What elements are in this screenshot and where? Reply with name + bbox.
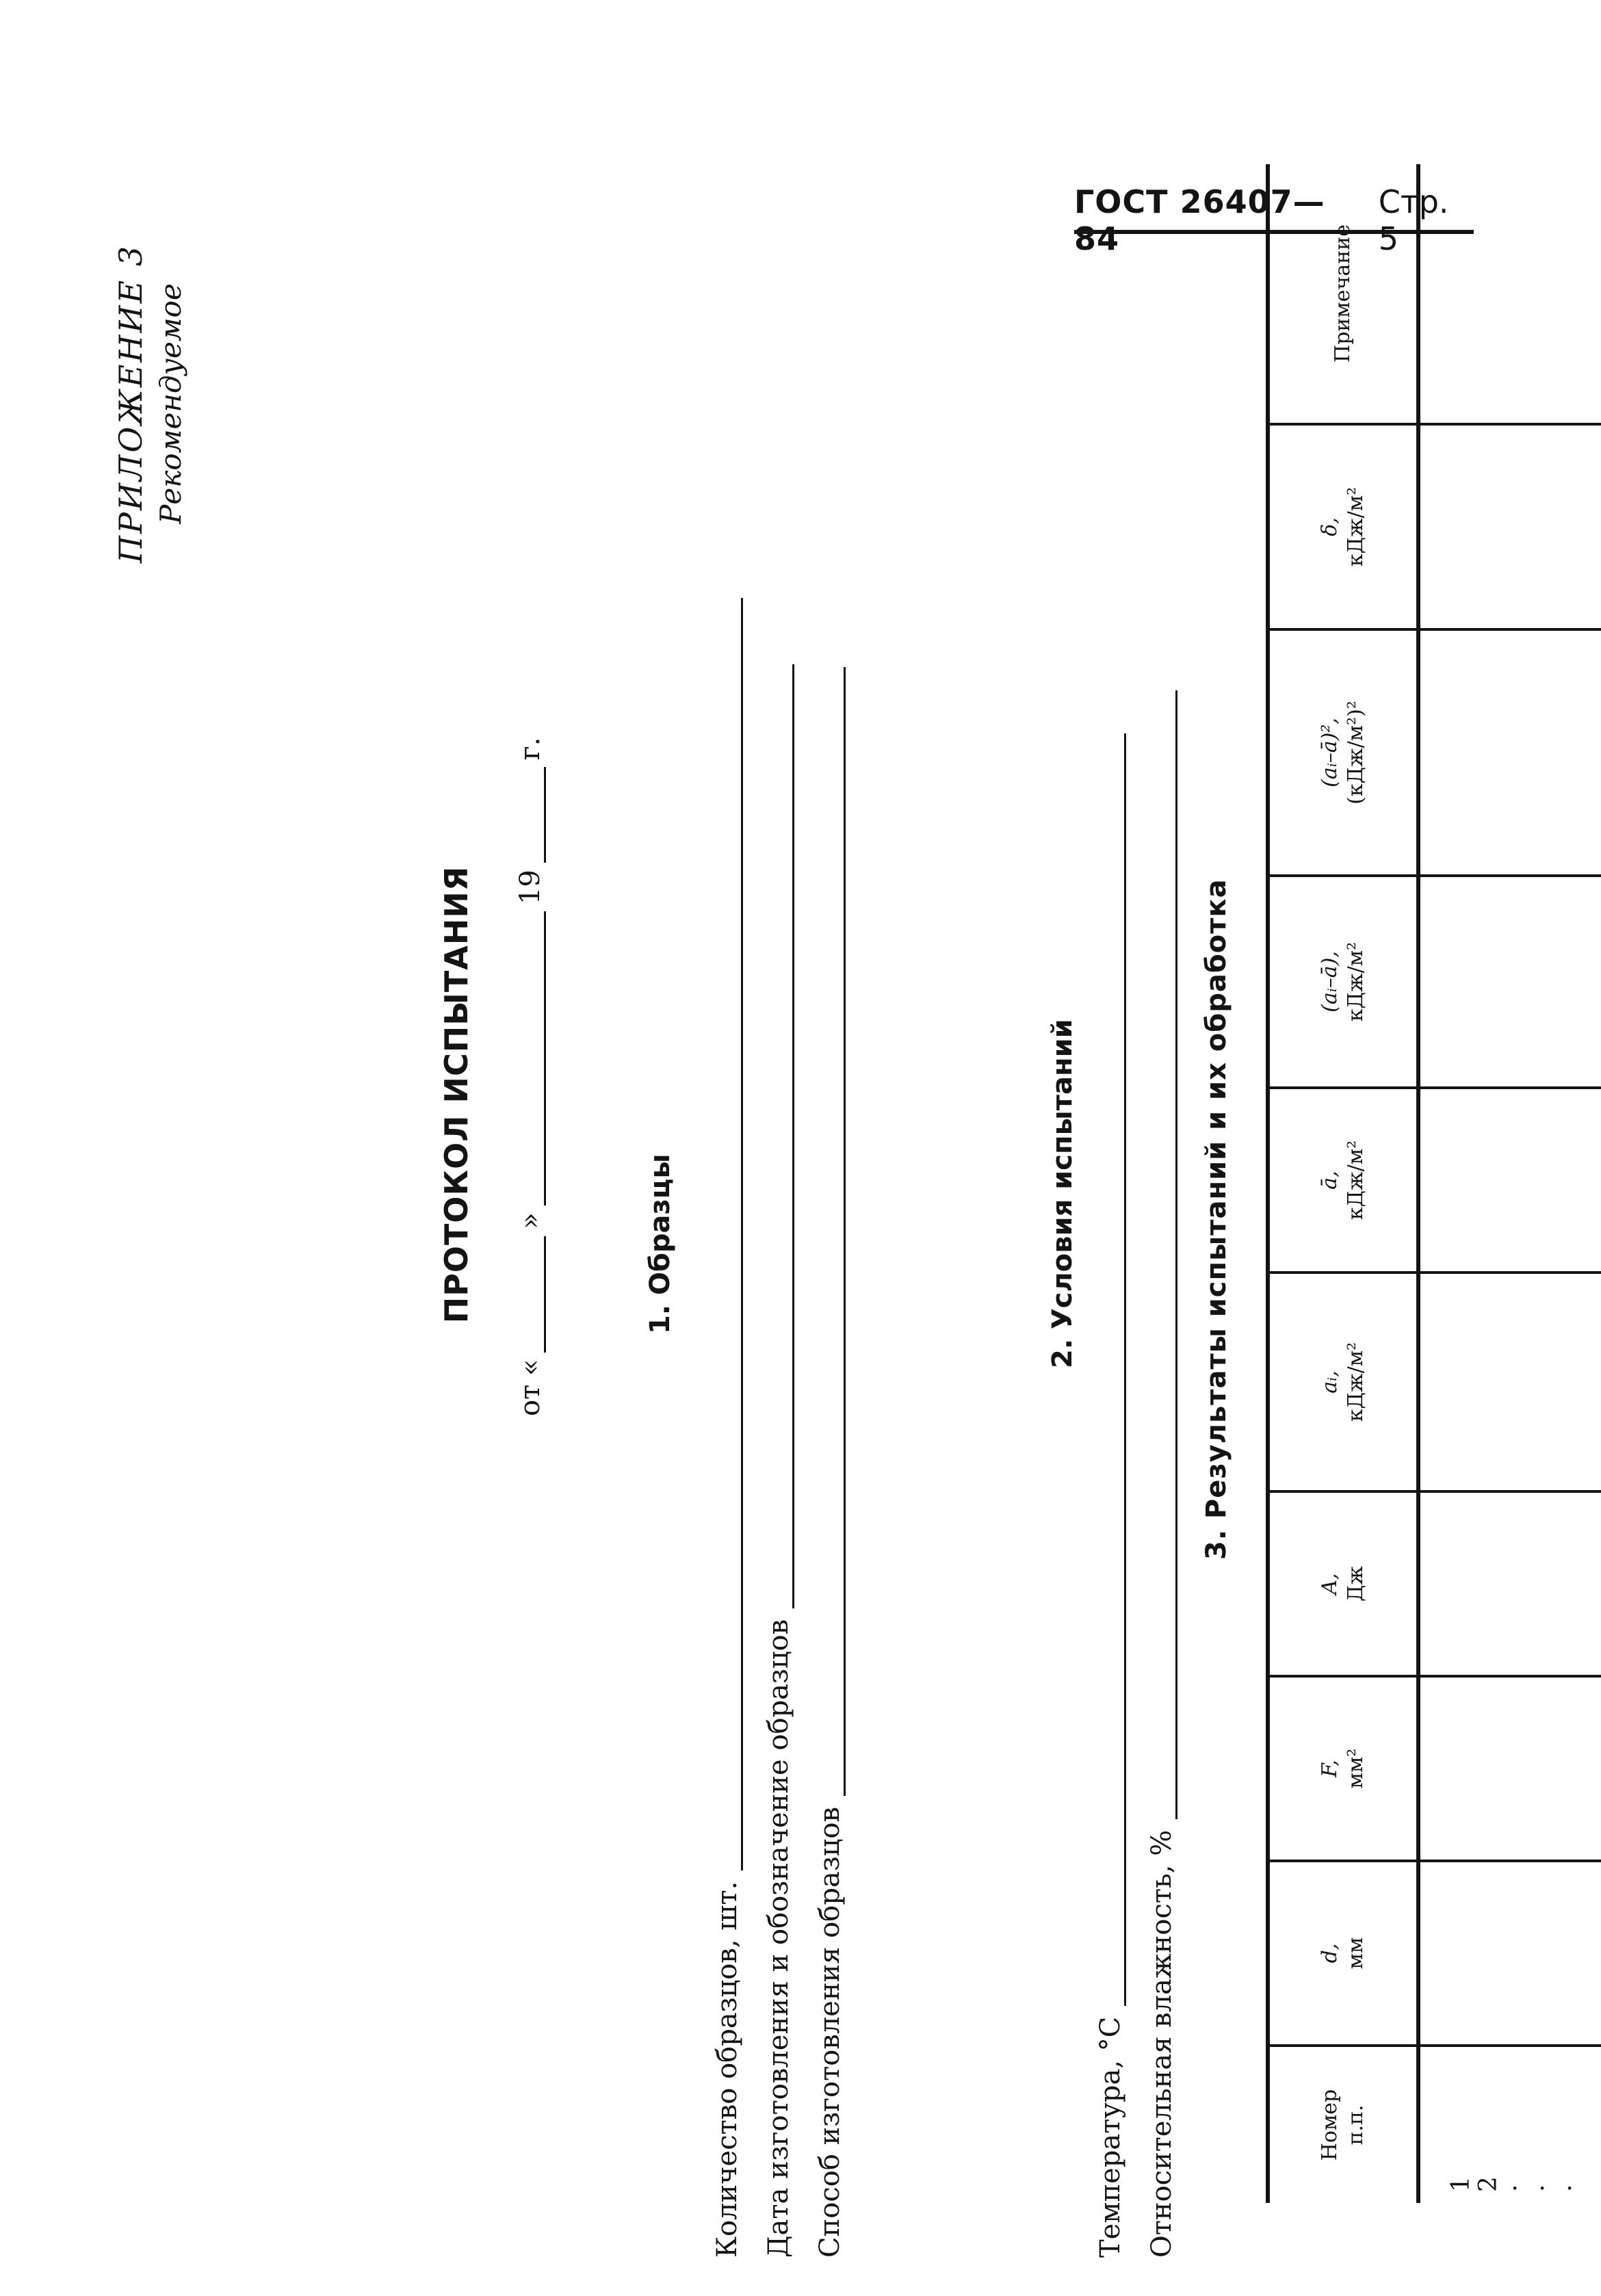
col-f: F, мм²: [1268, 1676, 1418, 1861]
sample-method-label: Способ изготовления образцов: [814, 1807, 846, 2258]
sample-method-blank[interactable]: [818, 667, 846, 1796]
standard-number: ГОСТ 26407—84: [1074, 183, 1325, 257]
table-header-row: [1268, 164, 1418, 2203]
humidity-blank[interactable]: [1150, 690, 1177, 1819]
col-a-mean: ā, кДж/м²: [1268, 1088, 1418, 1273]
cell-deviation-sq[interactable]: [1418, 629, 1601, 876]
date-suffix: г.: [515, 737, 546, 761]
temperature-label: Температура, °С: [1095, 2016, 1126, 2258]
row-label: 2: [1474, 2176, 1502, 2192]
col-delta: δ, кДж/м²: [1268, 424, 1418, 629]
col-d: d, мм: [1268, 1861, 1418, 2046]
col-ai: aᵢ, кДж/м²: [1268, 1273, 1418, 1491]
page-title: ПРОТОКОЛ ИСПЫТАНИЯ: [438, 865, 475, 1324]
cell-ai[interactable]: [1418, 1273, 1601, 1491]
row-label: ·: [1529, 2184, 1557, 2192]
rotated-form: [438, 75, 1601, 2258]
col-deviation: (aᵢ–ā), кДж/м²: [1268, 876, 1418, 1088]
section-3-title: 3. Результаты испытаний и их обработка: [1201, 878, 1232, 1560]
sample-count-label: Количество образцов, шт.: [712, 1881, 743, 2258]
temperature-field: [1095, 733, 1126, 2258]
day-blank[interactable]: [519, 1236, 546, 1353]
section-1-title: 1. Образцы: [645, 1153, 676, 1334]
cell-d[interactable]: [1418, 1861, 1601, 2046]
results-table: [1266, 164, 1601, 2203]
date-year: 19: [515, 870, 546, 905]
col-note: Примечание: [1268, 164, 1418, 424]
col-deviation-sq: (aᵢ–ā)², (кДж/м²)²: [1268, 629, 1418, 876]
cell-note[interactable]: [1418, 164, 1601, 424]
sample-count-blank[interactable]: [716, 598, 743, 1870]
cell-delta[interactable]: [1418, 424, 1601, 629]
row-label: 1: [1447, 2176, 1475, 2192]
table-body-row: [1418, 164, 1601, 2203]
appendix-title: ПРИЛОЖЕНИЕ 3: [112, 244, 149, 564]
row-label: ·: [1502, 2184, 1530, 2192]
sample-method-field: [814, 667, 846, 2258]
cell-f[interactable]: [1418, 1676, 1601, 1861]
section-2-title: 2. Условия испытаний: [1047, 1019, 1078, 1368]
page-number: Стр. 5: [1378, 183, 1449, 257]
col-number: Номер п.п.: [1268, 2046, 1418, 2203]
year-blank[interactable]: [519, 767, 546, 863]
date-quote: »: [515, 1212, 546, 1229]
cell-deviation[interactable]: [1418, 876, 1601, 1088]
sample-date-blank[interactable]: [767, 664, 794, 1608]
appendix-status: Рекомендуемое: [154, 283, 187, 524]
col-a: A, Дж: [1268, 1491, 1418, 1676]
row-label: ·: [1557, 2184, 1585, 2192]
date-prefix: от «: [515, 1359, 546, 1416]
humidity-field: [1146, 690, 1177, 2258]
sample-date-label: Дата изготовления и обозначение образцов: [763, 1619, 794, 2258]
protocol-date-line: [515, 738, 546, 1416]
cell-a[interactable]: [1418, 1491, 1601, 1676]
humidity-label: Относительная влажность, %: [1146, 1829, 1177, 2258]
temperature-blank[interactable]: [1099, 733, 1126, 2006]
month-blank[interactable]: [519, 911, 546, 1205]
sample-date-field: [763, 664, 794, 2258]
cell-a-mean[interactable]: [1418, 1088, 1601, 1273]
appendix-label: [109, 198, 205, 609]
sample-count-field: [712, 598, 743, 2258]
row-labels-cell: [1418, 2046, 1601, 2203]
